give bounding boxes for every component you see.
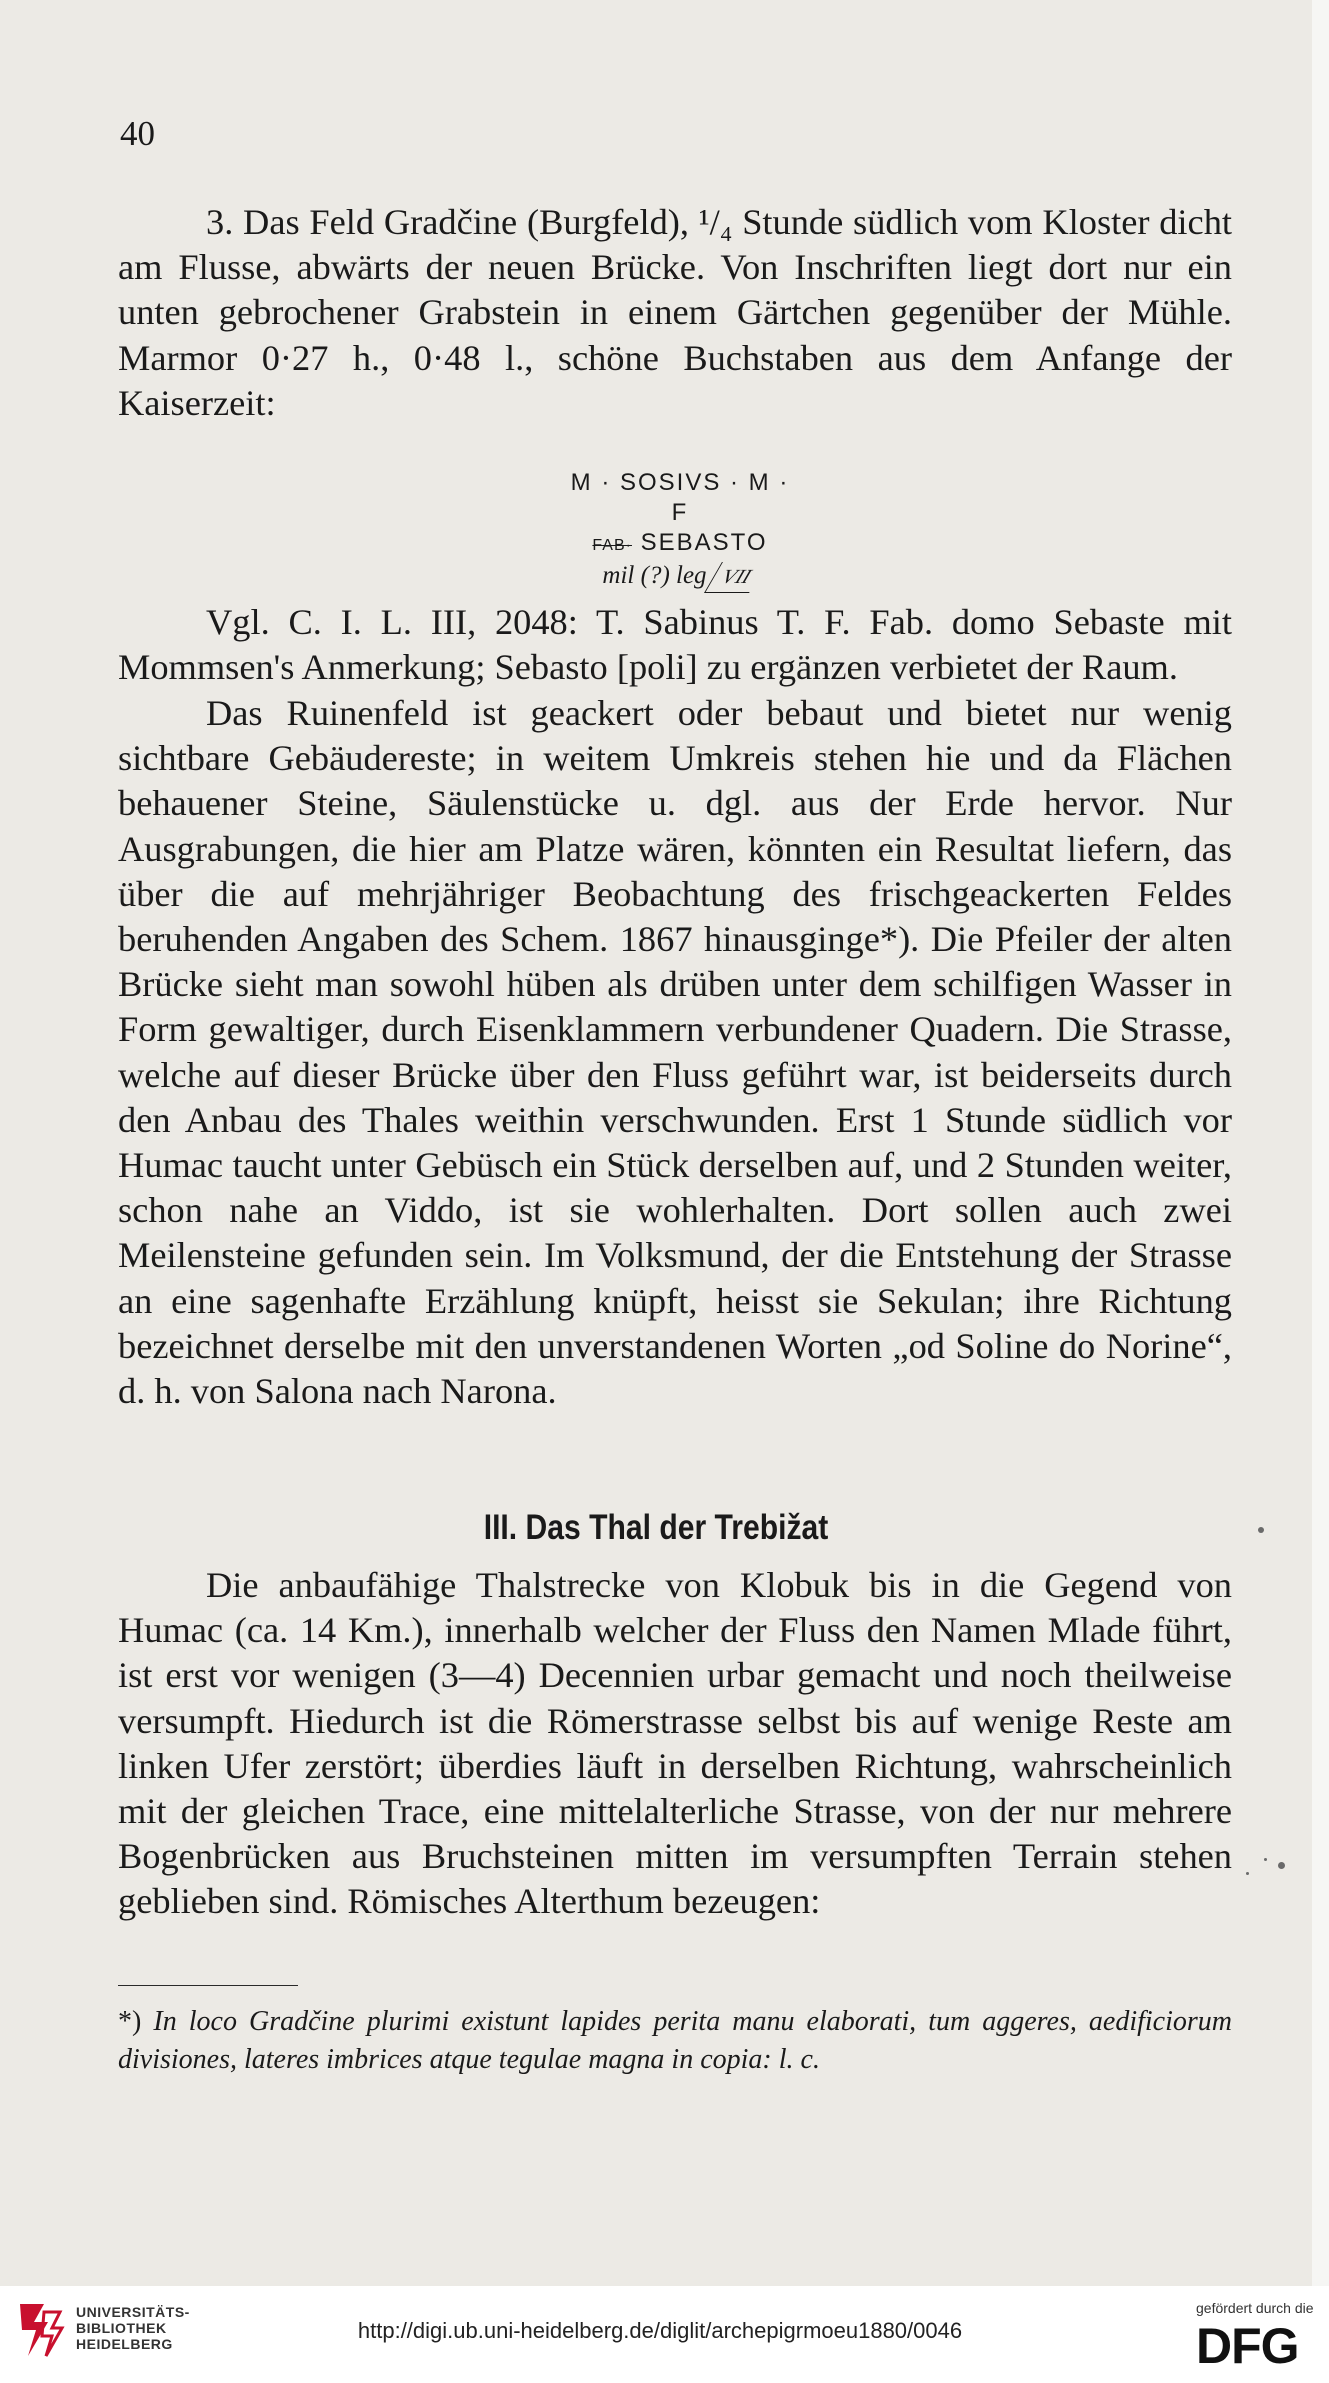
inscription-line-2-rest: SEBASTO xyxy=(640,529,768,556)
dfg-logo[interactable]: DFG xyxy=(1196,2318,1299,2374)
inscription-block xyxy=(560,468,800,593)
paragraph-ruinenfeld: Das Ruinenfeld ist geackert oder bebaut und bietet nur wenig sichtbare Gebäudereste; in weitem Umkreis stehen hie und da Flächen behauener Steine, Säulenstücke u. dgl. aus der Erde hervor. Nur Ausgrabungen, die hier am Platze wären, könnten ein Resultat liefern, das über die auf mehrjähriger Beobachtung des frischgeackerten Feldes beruhenden Angaben des Schem. 1867 hinausginge*). Die Pfeiler der alten Brücke sieht man sowohl hüben als drüben unter dem schilfigen Wasser in Form gewaltiger, durch Eisenklammern verbundener Quadern. Die Strasse, welche auf dieser Brücke über den Fluss geführt war, ist beiderseits durch den Anbau des Thales weithin verschwunden. Erst 1 Stunde südlich vor Humac taucht unter Gebüsch ein Stück derselben auf, und 2 Stunden weiter, schon nahe an Viddo, ist sie wohlerhalten. Dort sollen auch zwei Meilensteine gefunden sein. Im Volksmund, der die Entstehung der Strasse an eine sagenhafte Erzählung knüpft, heisst sie Sekulan; ihre Richtung bezeichnet derselbe mit den unverstandenen Worten „od Soline do Norine“, d. h. von Salona nach Narona. xyxy=(118,693,1232,1412)
scan-speck xyxy=(1264,1858,1267,1861)
page-number: 40 xyxy=(120,114,155,153)
library-name-line-1: UNIVERSITÄTS- xyxy=(76,2304,190,2320)
paragraph-trebizat-valley: Die anbaufähige Thalstrecke von Klobuk bis in die Gegend von Humac (ca. 14 Km.), innerhalb welcher der Fluss den Namen Mlade führt, ist erst vor wenigen (3—4) Decennien urbar gemacht und noch theilweise versumpft. Hiedurch ist die Römerstrasse selbst bis auf wenige Reste am linken Ufer zerstört; überdies läuft in derselben Richtung, wahrscheinlich mit der gleichen Trace, eine mittelalterliche Strasse, von der nur mehrere Bogenbrücken aus Bruchsteinen mitten im versumpften Terrain stehen geblieben sind. Römisches Alterthum bezeugen: xyxy=(118,1565,1232,1922)
funding-caption: gefördert durch die xyxy=(1196,2300,1314,2316)
paragraph-gradcine xyxy=(118,200,1232,426)
inscription-line-1: M · SOSIVS · M · F xyxy=(570,469,790,526)
scan-speck xyxy=(1258,1527,1264,1533)
section-heading: III. Das Thal der Trebižat xyxy=(483,1508,829,1547)
footnote-divider xyxy=(118,1985,298,1986)
inscription-broken-edge: VII xyxy=(704,562,767,593)
library-name-line-2: BIBLIOTHEK xyxy=(76,2320,167,2336)
library-name-line-3: HEIDELBERG xyxy=(76,2336,173,2352)
footnote-mark: *) xyxy=(118,2006,142,2037)
paragraph-gradcine-text: 3. Das Feld Gradčine (Burgfeld), ¹/₄ Stunde südlich vom Kloster dicht am Flusse, abwärts der neuen Brücke. Von Inschriften liegt dort nur ein unten gebrochener Grabstein in einem Gärtchen gegenüber der Mühle. Marmor 0·27 h., 0·48 l., schöne Buchstaben aus dem Anfange der Kaiserzeit: xyxy=(118,202,1232,423)
inscription-line-2 xyxy=(560,528,800,561)
permalink-url[interactable]: http://digi.ub.uni-heidelberg.de/diglit/archepigrmoeu1880/0046 xyxy=(357,2318,963,2343)
footnote xyxy=(118,2003,1232,2079)
scan-speck xyxy=(1278,1862,1285,1869)
university-library-name xyxy=(76,2304,190,2352)
scan-speck xyxy=(1246,1872,1249,1875)
inscription-line-3-prefix: mil (?) leg xyxy=(602,562,707,589)
university-library-logo-icon[interactable] xyxy=(14,2298,66,2362)
page-edge xyxy=(1312,0,1329,2286)
footnote-text: In loco Gradčine plurimi existunt lapides perita manu elaborati, tum aggeres, aedificiorum divisiones, lateres imbrices atque tegulae magna in copia: l. c. xyxy=(118,2006,1232,2075)
inscription-line-3 xyxy=(560,561,800,593)
inscription-damaged-letters: FAB· xyxy=(592,537,632,554)
paragraph-cil-reference: Vgl. C. I. L. III, 2048: T. Sabinus T. F. Fab. domo Sebaste mit Mommsen's Anmerkung; Sebasto [poli] zu ergänzen verbietet der Raum. xyxy=(118,602,1232,688)
